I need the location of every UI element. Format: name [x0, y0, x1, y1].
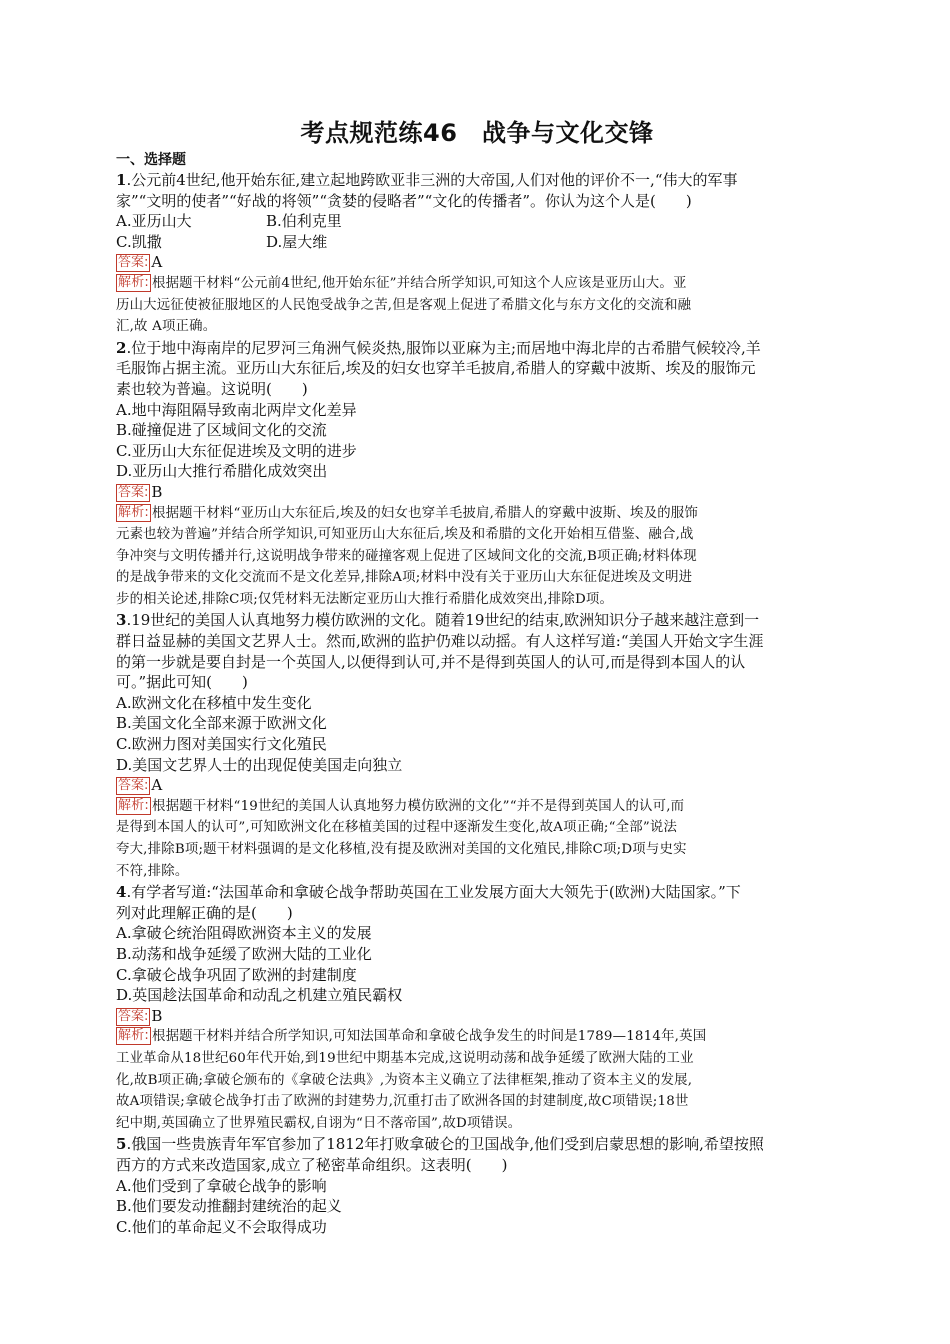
- answer-value: A: [151, 776, 163, 795]
- option-c: C.欧洲力图对美国实行文化殖民: [116, 735, 327, 754]
- explanation-line: 化,故B项正确;拿破仑颁布的《拿破仑法典》,为资本主义确立了法律框架,推动了资本主义的发展,: [116, 1072, 693, 1088]
- explanation-tag: 解析:: [118, 274, 149, 290]
- question-stem-line: 列对此理解正确的是( ): [116, 903, 293, 922]
- explanation-line: 元素也较为普遍”并结合所学知识,可知亚历山大东征后,埃及和希腊的文化开始相互借鉴、融合,战: [116, 527, 694, 543]
- answer-value: B: [151, 482, 163, 501]
- page-title: 考点规范练46 战争与文化交锋: [300, 119, 654, 147]
- question-number: 4: [116, 883, 127, 902]
- explanation-line: 解析: 根据题干材料并结合所学知识,可知法国革命和拿破仑战争发生的时间是1789—1814年,英国: [118, 1028, 707, 1045]
- question-stem-line: 4.有学者写道:“法国革命和拿破仑战争帮助英国在工业发展方面大大领先于(欧洲)大陆国家。”下: [116, 883, 741, 902]
- question-4: [116, 882, 838, 1134]
- question-stem-line: 毛服饰占据主流。亚历山大东征后,埃及的妇女也穿羊毛披肩,希腊人的穿戴中波斯、埃及的服饰元: [116, 359, 756, 378]
- answer-value: B: [151, 1006, 163, 1025]
- options-row: [116, 232, 838, 253]
- question-number: 3: [116, 611, 127, 630]
- explanation-line: 步的相关论述,排除C项;仅凭材料无法断定亚历山大推行希腊化成效突出,排除D项。: [116, 591, 614, 607]
- question-number: 2: [116, 338, 127, 357]
- answer-value: A: [151, 253, 163, 272]
- explanation-line: 历山大远征使被征服地区的人民饱受战争之苦,但是客观上促进了希腊文化与东方文化的交流和融: [116, 297, 692, 313]
- option-a: A.拿破仑统治阻碍欧洲资本主义的发展: [116, 924, 372, 943]
- explanation-line: 纪中期,英国确立了世界殖民霸权,自诩为“日不落帝国”,故D项错误。: [116, 1115, 522, 1131]
- question-stem-line: 5.俄国一些贵族青年军官参加了1812年打败拿破仑的卫国战争,他们受到启蒙思想的影响,希望按照: [116, 1135, 764, 1154]
- option-c: C.亚历山大东征促进埃及文明的进步: [116, 441, 357, 460]
- answer-line: [116, 252, 838, 273]
- question-stem-line: 西方的方式来改造国家,成立了秘密革命组织。这表明( ): [116, 1155, 508, 1174]
- question-stem-line: 可。”据此可知( ): [116, 673, 248, 692]
- question-stem-line: 2.位于地中海南岸的尼罗河三角洲气候炎热,服饰以亚麻为主;而居地中海北岸的古希腊气候较冷,羊: [116, 338, 761, 357]
- option-a: A.欧洲文化在移植中发生变化: [116, 693, 312, 712]
- option-c: C.他们的革命起义不会取得成功: [116, 1217, 327, 1236]
- question-number: 1: [116, 171, 127, 189]
- explanation-line: 工业革命从18世纪60年代开始,到19世纪中期基本完成,这说明动荡和战争延缓了欧洲大陆的工业: [116, 1050, 694, 1066]
- answer-tag: 答案:: [118, 778, 149, 794]
- option-d: D.美国文艺界人士的出现促使美国走向独立: [116, 755, 403, 774]
- answer-tag: 答案:: [118, 1008, 149, 1024]
- question-stem-line: 家”“文明的使者”“好战的将领”“贪婪的侵略者”“文化的传播者”。你认为这个人是( ): [116, 191, 692, 210]
- explanation-tag: 解析:: [118, 1028, 149, 1044]
- section-title: 一、选择题: [116, 152, 186, 168]
- question-3: [116, 610, 838, 882]
- explanation-tag: 解析:: [118, 797, 149, 813]
- question-stem-line: 群日益显赫的美国文艺界人士。然而,欧洲的监护仍难以动摇。有人这样写道:“美国人开始文字生涯: [116, 632, 764, 651]
- explanation-line: 汇,故 A项正确。: [116, 319, 217, 335]
- explanation-line: 争冲突与文明传播并行,这说明战争带来的碰撞客观上促进了区域间文化的交流,B项正确;材料体现: [116, 548, 697, 564]
- question-1: [116, 170, 838, 338]
- explanation-line: 的是战争带来的文化交流而不是文化差异,排除A项;材料中没有关于亚历山大东征促进埃及文明进: [116, 570, 693, 586]
- question-stem-line: 3.19世纪的美国人认真地努力模仿欧洲的文化。随着19世纪的结束,欧洲知识分子越来越注意到一: [116, 611, 760, 630]
- question-stem-line: 的第一步就是要自封是一个英国人,以便得到认可,并不是得到英国人的认可,而是得到本国人的认: [116, 652, 746, 671]
- question-5: [116, 1134, 838, 1237]
- options-row: [116, 211, 838, 232]
- explanation-line: 夸大,排除B项;题干材料强调的是文化移植,没有提及欧洲对美国的文化殖民,排除C项;D项与史实: [116, 842, 687, 857]
- option-d: D.屋大维: [266, 232, 328, 251]
- question-stem-line: 素也较为普遍。这说明( ): [116, 379, 308, 398]
- explanation-line: 故A项错误;拿破仑战争打击了欧洲的封建势力,沉重打击了欧洲各国的封建制度,故C项错误;18世: [116, 1094, 689, 1110]
- answer-line: [116, 1006, 838, 1027]
- explanation-line: 解析: 根据题干材料“19世纪的美国人认真地努力模仿欧洲的文化”“并不是得到英国人的认可,而: [118, 797, 685, 814]
- explanation-tag: 解析:: [118, 504, 149, 520]
- option-b: B.伯利克里: [266, 212, 342, 231]
- option-a: A.他们受到了拿破仑战争的影响: [116, 1176, 327, 1195]
- option-b: B.他们要发动推翻封建统治的起义: [116, 1197, 342, 1216]
- option-b: B.碰撞促进了区域间文化的交流: [116, 421, 327, 440]
- option-c: C.凯撒: [116, 232, 162, 251]
- answer-tag: 答案:: [118, 255, 149, 271]
- option-d: D.亚历山大推行希腊化成效突出: [116, 462, 328, 481]
- option-b: B.动荡和战争延缓了欧洲大陆的工业化: [116, 944, 372, 963]
- option-a: A.地中海阻隔导致南北两岸文化差异: [116, 400, 357, 419]
- answer-line: [116, 775, 838, 796]
- explanation-line: 是得到本国人的认可”,可知欧洲文化在移植美国的过程中逐渐发生变化,故A项正确;“全部”说法: [116, 820, 678, 836]
- option-c: C.拿破仑战争巩固了欧洲的封建制度: [116, 965, 357, 984]
- explanation-line: 解析: 根据题干材料“亚历山大东征后,埃及的妇女也穿羊毛披肩,希腊人的穿戴中波斯、埃及的服饰: [118, 504, 698, 521]
- explanation-line: 不符,排除。: [116, 863, 189, 879]
- option-b: B.美国文化全部来源于欧洲文化: [116, 714, 327, 733]
- explanation-line: 解析: 根据题干材料“公元前4世纪,他开始东征”并结合所学知识,可知这个人应该是亚历山大。亚: [118, 274, 687, 291]
- option-d: D.英国趁法国革命和动乱之机建立殖民霸权: [116, 986, 403, 1005]
- question-2: [116, 338, 838, 611]
- answer-line: [116, 482, 838, 503]
- option-a: A.亚历山大: [116, 212, 192, 231]
- document-page: [116, 116, 838, 1237]
- question-stem-line: 1.公元前4世纪,他开始东征,建立起地跨欧亚非三洲的大帝国,人们对他的评价不一,“伟大的军事: [116, 171, 738, 189]
- question-number: 5: [116, 1135, 127, 1154]
- answer-tag: 答案:: [118, 484, 149, 500]
